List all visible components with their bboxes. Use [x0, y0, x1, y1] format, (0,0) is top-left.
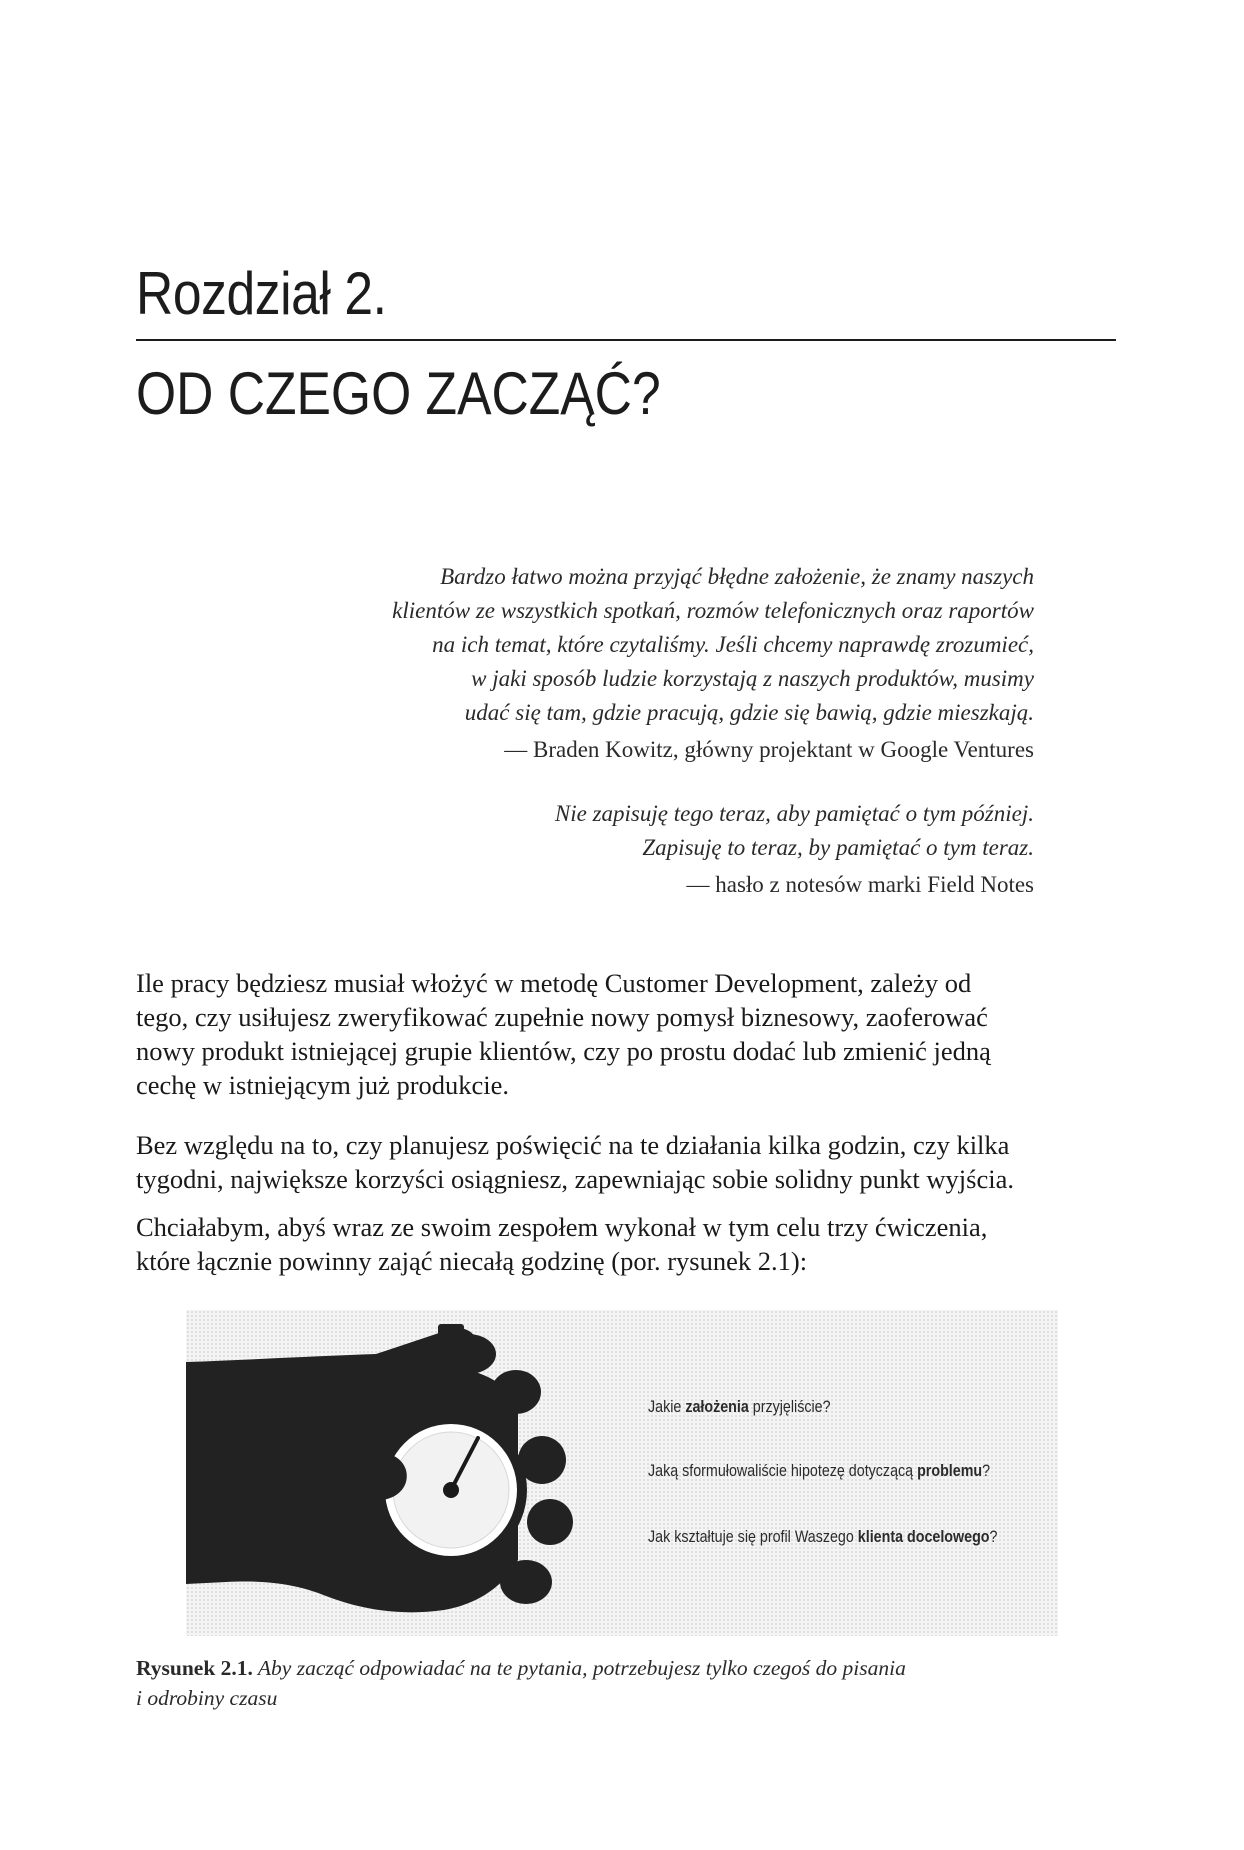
paragraph-line: tego, czy usiłujesz zweryfikować zupełnie nowy pomysł biznesowy, zaoferować	[136, 1002, 988, 1032]
body-paragraph	[136, 1128, 1116, 1196]
chapter-label: Rozdział 2.	[136, 260, 387, 327]
epigraph-kowitz	[392, 560, 1034, 767]
figure-question-customer: Jak kształtuje się profil Waszego klienta docelowego?	[648, 1527, 998, 1546]
epigraph-line: Zapisuję to teraz, by pamiętać o tym teraz.	[642, 835, 1034, 860]
epigraph-line: na ich temat, które czytaliśmy. Jeśli chcemy naprawdę zrozumieć,	[432, 632, 1034, 657]
figure-question-assumptions: Jakie założenia przyjęliście?	[648, 1397, 831, 1416]
paragraph-line: Bez względu na to, czy planujesz poświęcić na te działania kilka godzin, czy kilka	[136, 1130, 1010, 1160]
body-paragraph	[136, 1210, 1116, 1278]
paragraph-line: Chciałabym, abyś wraz ze swoim zespołem wykonał w tym celu trzy ćwiczenia,	[136, 1212, 988, 1242]
figure-caption	[136, 1653, 1096, 1713]
epigraph-line: w jaki sposób ludzie korzystają z naszych produktów, musimy	[471, 666, 1034, 691]
stopwatch-button	[438, 1324, 464, 1340]
paragraph-line: tygodni, największe korzyści osiągniesz, zapewniając sobie solidny punkt wyjścia.	[136, 1164, 1014, 1194]
epigraph-field-notes	[555, 797, 1034, 902]
epigraph-line: Bardzo łatwo można przyjąć błędne założenie, że znamy naszych	[440, 564, 1034, 589]
figure-question-problem: Jaką sformułowaliście hipotezę dotyczącą problemu?	[648, 1461, 991, 1480]
stopwatch-pivot	[443, 1482, 459, 1498]
paragraph-line: cechę w istniejącym już produkcie.	[136, 1070, 510, 1100]
figure-stopwatch-questions	[186, 1310, 1058, 1636]
body-paragraph	[136, 966, 1116, 1102]
epigraph-line: klientów ze wszystkich spotkań, rozmów telefonicznych oraz raportów	[392, 598, 1034, 623]
chapter-title: OD CZEGO ZACZĄĆ?	[136, 360, 661, 427]
paragraph-line: Ile pracy będziesz musiał włożyć w metodę Customer Development, zależy od	[136, 968, 972, 998]
finger-shape	[491, 1370, 541, 1414]
epigraph-attribution: — hasło z notesów marki Field Notes	[686, 872, 1034, 897]
finger-shape	[527, 1499, 573, 1545]
caption-text: i odrobiny czasu	[136, 1686, 278, 1710]
epigraph-attribution: — Braden Kowitz, główny projektant w Google Ventures	[504, 737, 1034, 762]
chapter-divider	[136, 339, 1116, 341]
caption-label: Rysunek 2.1.	[136, 1656, 253, 1680]
caption-text: Aby zacząć odpowiadać na te pytania, potrzebujesz tylko czegoś do pisania	[252, 1656, 906, 1680]
epigraph-line: udać się tam, gdzie pracują, gdzie się bawią, gdzie mieszkają.	[464, 700, 1034, 725]
epigraph-line: Nie zapisuję tego teraz, aby pamiętać o tym później.	[554, 801, 1034, 826]
paragraph-line: które łącznie powinny zająć niecałą godzinę (por. rysunek 2.1):	[136, 1246, 808, 1276]
paragraph-line: nowy produkt istniejącej grupie klientów, czy po prostu dodać lub zmienić jedną	[136, 1036, 991, 1066]
finger-shape	[500, 1560, 552, 1604]
